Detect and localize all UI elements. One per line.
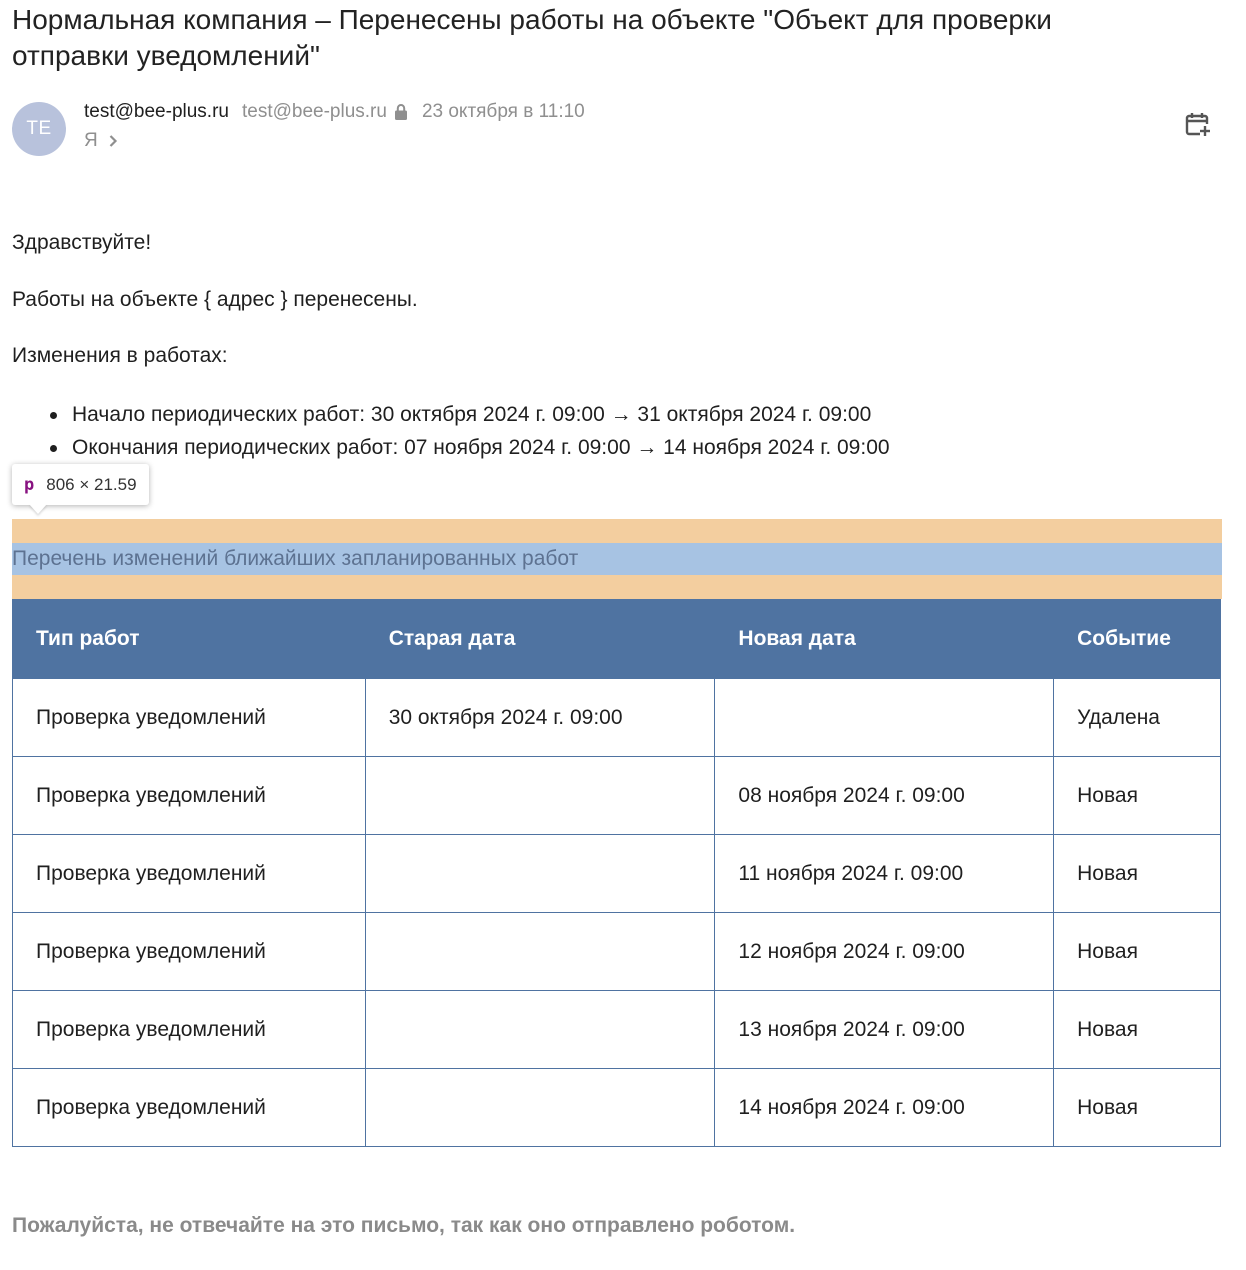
table-row <box>13 913 1221 991</box>
tooltip-arrow <box>29 504 47 514</box>
tooltip-size: 806 × 21.59 <box>46 474 137 494</box>
list-item: Начало периодических работ: 30 октября 2024 г. 09:00 → 31 октября 2024 г. 09:00 <box>12 398 890 431</box>
recipient-row[interactable] <box>84 128 118 154</box>
cell-new-date <box>715 679 1054 757</box>
column-header-new-date: Новая дата <box>715 600 1054 679</box>
cell-work-type: Проверка уведомлений <box>13 679 366 757</box>
changes-heading: Изменения в работах: <box>12 344 228 367</box>
table-title <box>12 543 1222 575</box>
table-row <box>13 679 1221 757</box>
sender-meta <box>84 99 585 125</box>
cell-work-type: Проверка уведомлений <box>13 913 366 991</box>
sender-name[interactable]: test@bee-plus.ru <box>84 101 229 122</box>
cell-old-date <box>365 991 715 1069</box>
lock-icon <box>394 103 408 121</box>
cell-old-date <box>365 1069 715 1147</box>
table-header-row <box>13 600 1221 679</box>
cell-event: Новая <box>1054 835 1221 913</box>
devtools-element-tooltip <box>12 464 149 505</box>
column-header-event: Событие <box>1054 600 1221 679</box>
cell-old-date: 30 октября 2024 г. 09:00 <box>365 679 715 757</box>
cell-work-type: Проверка уведомлений <box>13 1069 366 1147</box>
avatar-initials: TE <box>26 118 52 139</box>
sender-email[interactable]: test@bee-plus.ru <box>241 101 387 122</box>
cell-old-date <box>365 757 715 835</box>
cell-event: Удалена <box>1054 679 1221 757</box>
devtools-margin-highlight-top <box>12 519 1222 543</box>
cell-new-date: 12 ноября 2024 г. 09:00 <box>715 913 1054 991</box>
cell-new-date: 14 ноября 2024 г. 09:00 <box>715 1069 1054 1147</box>
chevron-right-icon[interactable] <box>108 134 118 148</box>
cell-work-type: Проверка уведомлений <box>13 991 366 1069</box>
table-row <box>13 835 1221 913</box>
cell-old-date <box>365 913 715 991</box>
greeting-text: Здравствуйте! <box>12 231 152 254</box>
schedule-table <box>12 599 1221 1147</box>
email-subject: Нормальная компания – Перенесены работы на объекте "Объект для проверки отправки уведомлений" <box>12 4 1052 71</box>
calendar-add-icon[interactable] <box>1185 110 1211 138</box>
table-row <box>13 1069 1221 1147</box>
list-item: Окончания периодических работ: 07 ноября 2024 г. 09:00 → 14 ноября 2024 г. 09:00 <box>12 431 890 464</box>
cell-new-date: 08 ноября 2024 г. 09:00 <box>715 757 1054 835</box>
cell-old-date <box>365 835 715 913</box>
table-title-text: Перечень изменений ближайших запланированных работ <box>12 547 579 570</box>
cell-work-type: Проверка уведомлений <box>13 835 366 913</box>
intro-text: Работы на объекте { адрес } перенесены. <box>12 288 418 311</box>
cell-event: Новая <box>1054 913 1221 991</box>
cell-new-date: 11 ноября 2024 г. 09:00 <box>715 835 1054 913</box>
tooltip-tag: p <box>24 474 35 495</box>
devtools-margin-highlight-bottom <box>12 575 1222 599</box>
cell-event: Новая <box>1054 757 1221 835</box>
sender-avatar[interactable] <box>12 102 66 156</box>
cell-work-type: Проверка уведомлений <box>13 757 366 835</box>
changes-list <box>12 398 890 464</box>
recipient-label: Я <box>84 130 98 151</box>
cell-event: Новая <box>1054 1069 1221 1147</box>
cell-new-date: 13 ноября 2024 г. 09:00 <box>715 991 1054 1069</box>
table-row <box>13 757 1221 835</box>
column-header-old-date: Старая дата <box>365 600 715 679</box>
column-header-work-type: Тип работ <box>13 600 366 679</box>
email-date: 23 октября в 11:10 <box>421 101 585 122</box>
footer-note: Пожалуйста, не отвечайте на это письмо, так как оно отправлено роботом. <box>12 1214 796 1237</box>
cell-event: Новая <box>1054 991 1221 1069</box>
table-row <box>13 991 1221 1069</box>
